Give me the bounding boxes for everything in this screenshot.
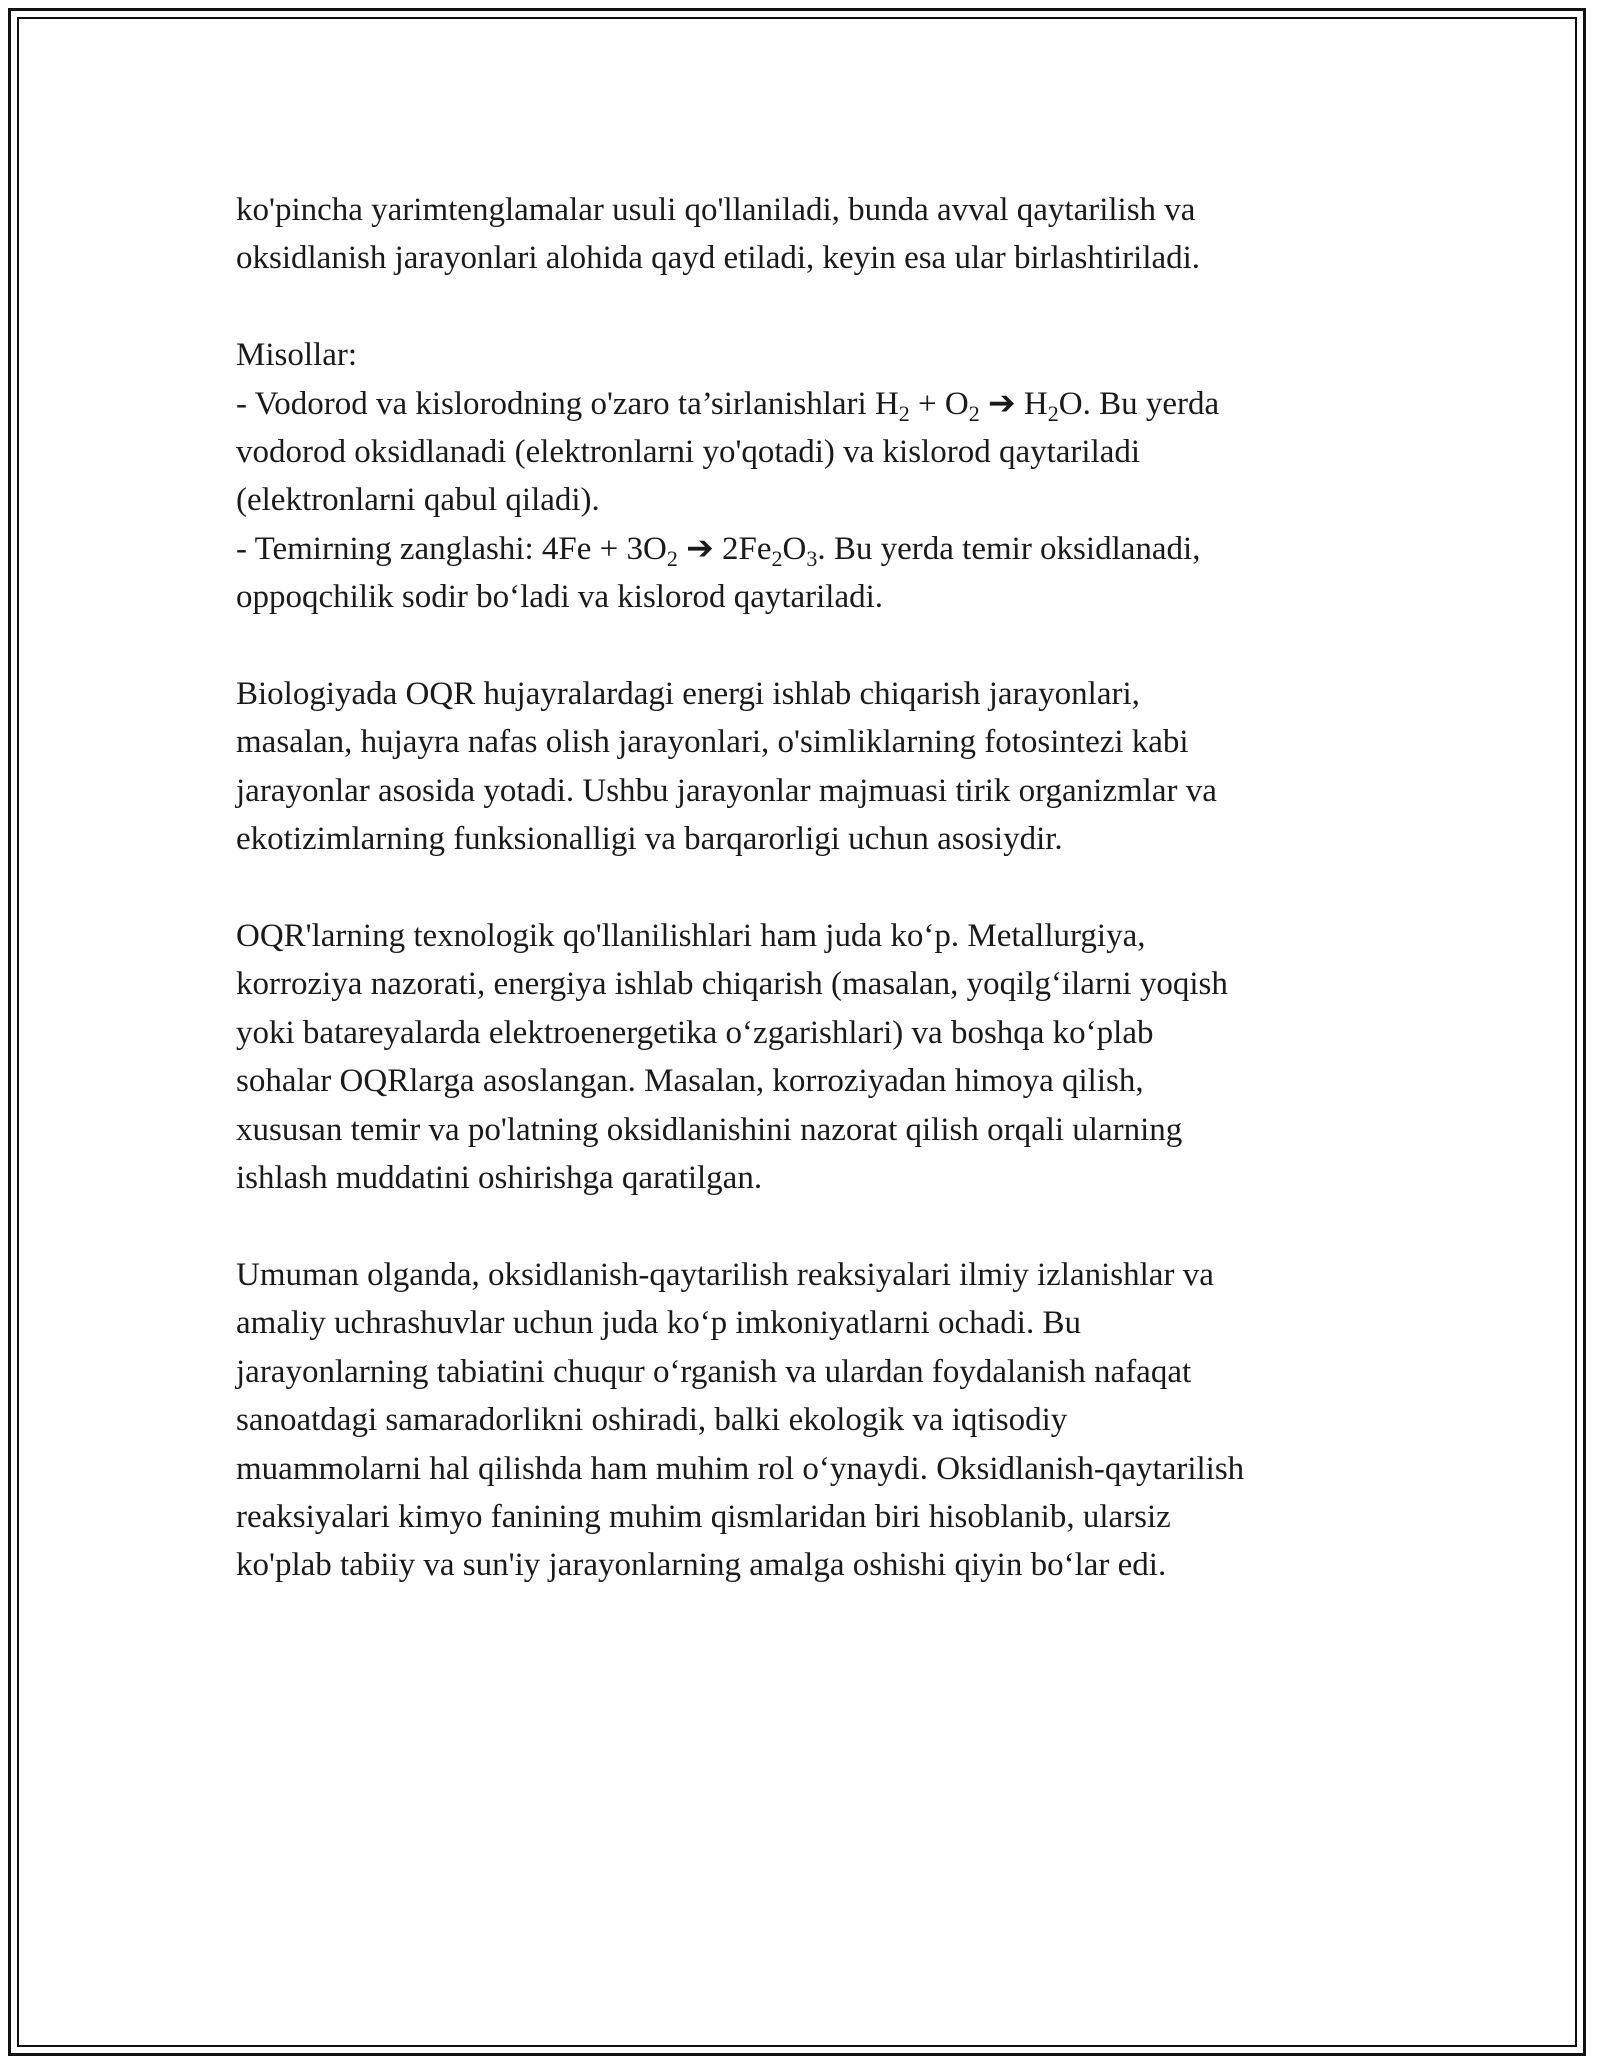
paragraph-technology bbox=[236, 912, 1376, 1202]
text-segment: ➔ 2Fe bbox=[677, 530, 772, 567]
text-line: oppoqchilik sodir bo‘ladi va kislorod qaytariladi. bbox=[236, 579, 884, 616]
text-line: vodorod oksidlanadi (elektronlarni yo'qotadi) va kislorod qaytariladi bbox=[236, 434, 1141, 471]
text-line: xususan temir va po'latning oksidlanishini nazorat qilish orqali ularning bbox=[236, 1111, 1183, 1148]
text-segment: - Temirning zanglashi: 4Fe + 3O bbox=[236, 530, 667, 567]
text-line: korroziya nazorati, energiya ishlab chiqarish (masalan, yoqilg‘ilarni yoqish bbox=[236, 966, 1228, 1003]
text-line: yoki batareyalarda elektroenergetika o‘zgarishlari) va boshqa ko‘plab bbox=[236, 1014, 1154, 1051]
text-line: ko'plab tabiiy va sun'iy jarayonlarning amalga oshishi qiyin bo‘lar edi. bbox=[236, 1547, 1167, 1584]
text-line: OQR'larning texnologik qo'llanilishlari ham juda ko‘p. Metallurgiya, bbox=[236, 918, 1146, 955]
subscript: 2 bbox=[1047, 400, 1059, 426]
text-line: (elektronlarni qabul qiladi). bbox=[236, 482, 600, 519]
paragraph-biology bbox=[236, 670, 1376, 864]
text-segment: O. Bu yerda bbox=[1058, 385, 1220, 422]
text-line: masalan, hujayra nafas olish jarayonlari, o'simliklarning fotosintezi kabi bbox=[236, 724, 1189, 761]
text-line: Umuman olganda, oksidlanish-qaytarilish reaksiyalari ilmiy izlanishlar va bbox=[236, 1256, 1214, 1293]
text-line: muammolarni hal qilishda ham muhim rol o‘ynaydi. Oksidlanish-qaytarilish bbox=[236, 1450, 1245, 1487]
subscript: 2 bbox=[968, 400, 980, 426]
text-segment: ➔ H bbox=[979, 385, 1048, 422]
paragraph-intro bbox=[236, 186, 1376, 283]
example-water-formula-line bbox=[236, 380, 1376, 428]
subscript: 2 bbox=[771, 545, 783, 571]
text-segment: O bbox=[782, 530, 807, 567]
document-body bbox=[236, 186, 1376, 1638]
text-line: jarayonlarning tabiatini chuqur o‘rganish va ulardan foydalanish nafaqat bbox=[236, 1353, 1192, 1390]
text-line: oksidlanish jarayonlari alohida qayd etiladi, keyin esa ular birlashtiriladi. bbox=[236, 240, 1201, 277]
subscript: 2 bbox=[666, 545, 678, 571]
text-line: ishlash muddatini oshirishga qaratilgan. bbox=[236, 1160, 763, 1197]
examples-heading: Misollar: bbox=[236, 337, 357, 374]
text-line: jarayonlar asosida yotadi. Ushbu jarayonlar majmuasi tirik organizmlar va bbox=[236, 772, 1217, 809]
text-segment: . Bu yerda temir oksidlanadi, bbox=[817, 530, 1201, 567]
text-line: amaliy uchrashuvlar uchun juda ko‘p imkoniyatlarni ochadi. Bu bbox=[236, 1305, 1081, 1342]
text-line: sanoatdagi samaradorlikni oshiradi, balki ekologik va iqtisodiy bbox=[236, 1402, 1068, 1439]
subscript: 2 bbox=[898, 400, 910, 426]
paragraph-examples bbox=[236, 331, 1376, 621]
text-line: ko'pincha yarimtenglamalar usuli qo'llaniladi, bunda avval qaytarilish va bbox=[236, 192, 1196, 228]
text-line: Biologiyada OQR hujayralardagi energi ishlab chiqarish jarayonlari, bbox=[236, 676, 1140, 713]
text-line: ekotizimlarning funksionalligi va barqarorligi uchun asosiydir. bbox=[236, 821, 1063, 858]
paragraph-conclusion bbox=[236, 1251, 1376, 1590]
text-segment: - Vodorod va kislorodning o'zaro ta’sirlanishlari H bbox=[236, 385, 899, 422]
text-line: sohalar OQRlarga asoslangan. Masalan, korroziyadan himoya qilish, bbox=[236, 1063, 1144, 1100]
subscript: 3 bbox=[806, 545, 818, 571]
text-line: reaksiyalari kimyo fanining muhim qismlaridan biri hisoblanib, ularsiz bbox=[236, 1498, 1171, 1535]
text-segment: + O bbox=[909, 385, 969, 422]
example-rust-formula-line bbox=[236, 525, 1376, 573]
